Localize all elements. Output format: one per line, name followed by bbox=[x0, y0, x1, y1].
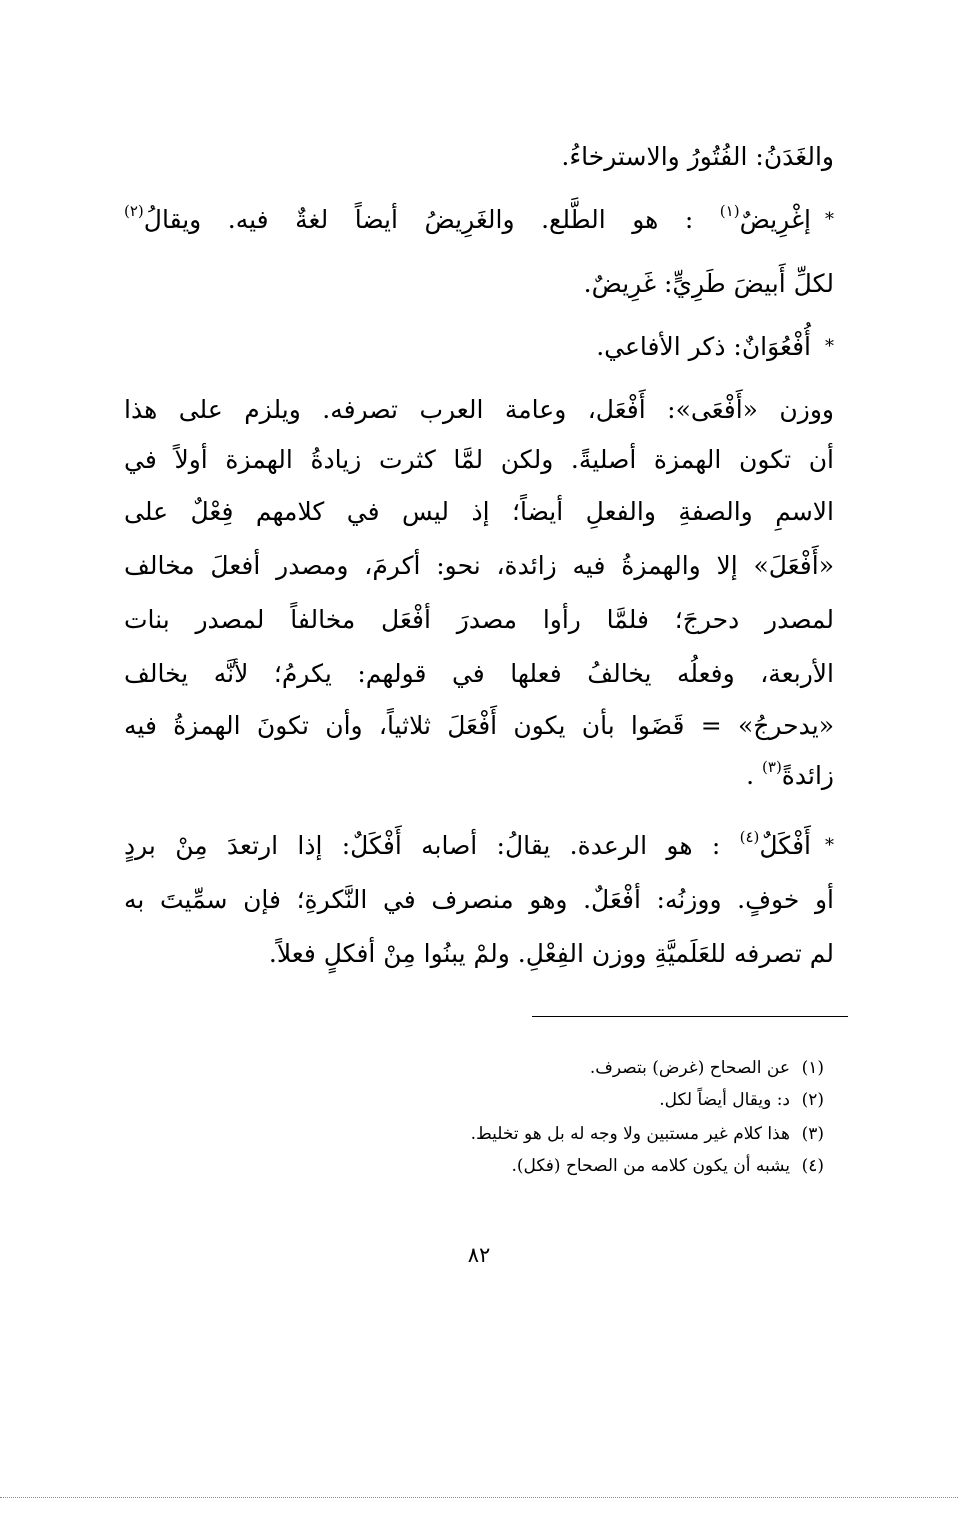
wazn-line-7 bbox=[124, 706, 834, 746]
footnote-ref-1: (١) bbox=[719, 202, 740, 220]
wazn-line-5 bbox=[124, 600, 834, 640]
wazn-line-2-text: أن تكون الهمزة أصليةً. ولكن لمَّا كثرت زيادةُ الهمزة أولاً في bbox=[124, 445, 834, 474]
wazn-line-4 bbox=[124, 546, 834, 586]
footnote-4 bbox=[224, 1151, 824, 1181]
entry-ighrid-line2 bbox=[124, 264, 834, 304]
wazn-line-3-text: الاسمِ والصفةِ والفعلِ أيضاً؛ إذ ليس في كلامهم فِعْلٌ على bbox=[124, 497, 834, 526]
wazn-line-3 bbox=[124, 492, 834, 532]
wazn-line-1 bbox=[124, 390, 834, 430]
footnote-number: (٢) bbox=[801, 1090, 824, 1110]
footnote-2 bbox=[224, 1085, 824, 1115]
footnote-separator bbox=[532, 1016, 848, 1017]
entry-ighrid-head: إغْرِيضٌ bbox=[739, 205, 811, 234]
entry-ighrid-text: : هو الطَّلع. والغَرِيضُ أيضاً لغةٌ فيه. ويقالُ bbox=[143, 205, 694, 234]
entry-afkal-text: : هو الرعدة. يقالُ: أصابه أَفْكَلٌ: إذا ارتعدَ مِنْ بردٍ bbox=[124, 831, 721, 860]
footnote-number: (٤) bbox=[801, 1156, 824, 1176]
entry-ighrid-line2-text: لكلِّ أَبيضَ طَرِيٍّ: غَرِيضٌ. bbox=[583, 269, 834, 298]
entry-ufuwan-text: أُفْعُوَانٌ: ذكر الأفاعي. bbox=[596, 332, 811, 361]
footnote-number: (٣) bbox=[801, 1124, 824, 1144]
wazn-line-6 bbox=[124, 654, 834, 694]
footnote-ref-4: (٤) bbox=[739, 828, 760, 846]
entry-afkal-line3 bbox=[124, 934, 834, 974]
asterisk-icon: * bbox=[825, 336, 834, 357]
entry-ghadan bbox=[124, 137, 834, 177]
footnote-ref-2: (٢) bbox=[124, 202, 144, 220]
wazn-line-2 bbox=[124, 440, 834, 480]
scan-edge-line bbox=[0, 1497, 958, 1498]
wazn-last-word: زائدةً bbox=[781, 761, 834, 790]
wazn-line-5-text: لمصدر دحرجَ؛ فلمَّا رأوا مصدرَ أفْعَل مخالفاً لمصدر بنات bbox=[124, 605, 834, 634]
entry-afkal bbox=[124, 826, 834, 866]
entry-afkal-line3-text: لم تصرفه للعَلَميَّةِ ووزن الفِعْلِ. ولمْ يبنُوا مِنْ أفكلٍ فعلاً. bbox=[268, 939, 834, 968]
entry-ghadan-text: والغَدَنُ: الفُتُورُ والاسترخاءُ. bbox=[561, 142, 834, 171]
entry-afkal-head: أَفْكَلٌ bbox=[759, 831, 811, 860]
footnote-text: هذا كلام غير مستبين ولا وجه له بل هو تخليط. bbox=[470, 1124, 790, 1144]
wazn-last-period: . bbox=[746, 761, 755, 790]
wazn-line-7-text: «يدحرجُ» = قَضَوا بأن يكون أَفْعَلَ ثلاثياً، وأن تكونَ الهمزةُ فيه bbox=[124, 711, 834, 740]
footnote-number: (١) bbox=[801, 1058, 824, 1078]
entry-afkal-line2 bbox=[124, 880, 834, 920]
footnote-text: عن الصحاح (غرض) بتصرف. bbox=[589, 1058, 790, 1078]
asterisk-icon: * bbox=[825, 835, 834, 856]
page-number: ٨٢ bbox=[467, 1243, 491, 1267]
footnote-ref-3: (٣) bbox=[762, 758, 782, 776]
wazn-line-6-text: الأربعة، وفعلُه يخالفُ فعلها في قولهم: يكرمُ؛ لأنَّه يخالف bbox=[124, 659, 834, 688]
wazn-line-8 bbox=[124, 756, 834, 796]
footnote-text: د: ويقال أيضاً لكل. bbox=[659, 1090, 790, 1110]
wazn-line-1-text: ووزن «أَفْعَى»: أَفْعَل، وعامة العرب تصرفه. ويلزم على هذا bbox=[124, 395, 834, 424]
footnote-1 bbox=[224, 1053, 824, 1083]
entry-afkal-line2-text: أو خوفٍ. ووزنُه: أفْعَلٌ. وهو منصرف في النَّكرةِ؛ فإن سمِّيتَ به bbox=[124, 885, 834, 914]
entry-ufuwan bbox=[124, 327, 834, 367]
asterisk-icon: * bbox=[824, 209, 834, 230]
entry-ighrid bbox=[124, 200, 834, 240]
footnote-text: يشبه أن يكون كلامه من الصحاح (فكل). bbox=[511, 1156, 790, 1176]
footnote-3 bbox=[224, 1119, 824, 1149]
wazn-line-4-text: «أَفْعَلَ» إلا والهمزةُ فيه زائدة، نحو: أكرمَ، ومصدر أفعلَ مخالف bbox=[124, 551, 834, 580]
